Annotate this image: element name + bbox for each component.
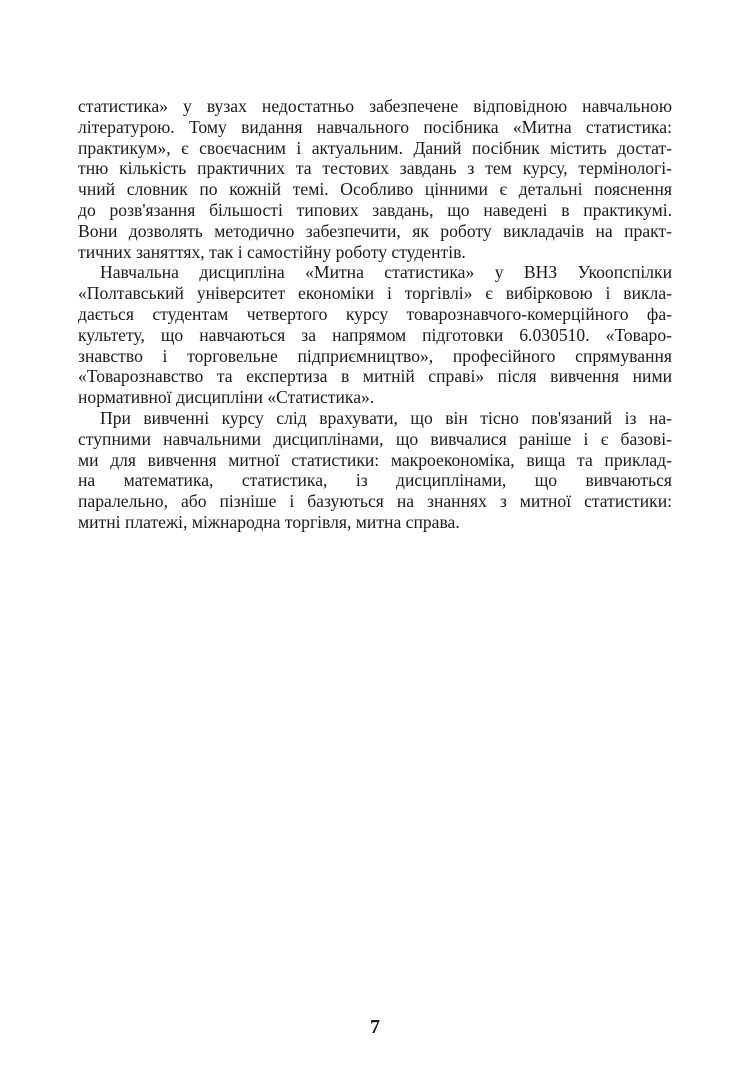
text-line: чний словник по кожній темі. Особливо цінними є детальні пояснення bbox=[78, 179, 672, 200]
text-line: Вони дозволять методично забезпечити, як роботу викладачів на практ- bbox=[78, 220, 672, 241]
text-line: тичних заняттях, так і самостійну роботу студентів. bbox=[78, 241, 466, 262]
text-line: тню кількість практичних та тестових завдань з тем курсу, термінологі- bbox=[78, 158, 672, 179]
text-line: статистика» у вузах недостатньо забезпечене відповідною навчальною bbox=[78, 96, 672, 116]
text-line: «Полтавський університет економіки і торгівлі» є вибірковою і викла- bbox=[78, 283, 672, 304]
text-line: до розв'язання більшості типових завдань, що наведені в практикумі. bbox=[78, 199, 672, 220]
text-line: на математика, статистика, із дисциплінами, що вивчаються bbox=[78, 470, 672, 491]
text-line: При вивченні курсу слід врахувати, що він тісно пов'язаний із на- bbox=[100, 407, 672, 428]
text-line: паралельно, або пізніше і базуються на знаннях з митної статистики: bbox=[78, 491, 672, 512]
text-line: митні платежі, міжнародна торгівля, митна справа. bbox=[78, 511, 460, 532]
paragraph-3 bbox=[78, 408, 672, 533]
text-line: дається студентам четвертого курсу товарознавчого-комерційного фа- bbox=[78, 303, 672, 324]
text-line: практикум», є своєчасним і актуальним. Даний посібник містить достат- bbox=[78, 137, 672, 158]
paragraph-2 bbox=[78, 262, 672, 408]
page-number: 7 bbox=[370, 1016, 380, 1038]
text-line: Навчальна дисципліна «Митна статистика» у ВНЗ Укоопспілки bbox=[100, 262, 672, 283]
text-line: знавство і торговельне підприємництво», професійного спрямування bbox=[78, 345, 672, 366]
text-line: ми для вивчення митної статистики: макроекономіка, вища та приклад- bbox=[78, 449, 672, 470]
text-line: літературою. Тому видання навчального посібника «Митна статистика: bbox=[78, 116, 672, 137]
text-line: ступними навчальними дисциплінами, що вивчалися раніше і є базові- bbox=[78, 428, 672, 449]
text-line: нормативної дисципліни «Статистика». bbox=[78, 387, 375, 408]
paragraph-1 bbox=[78, 96, 672, 262]
text-line: «Товарознавство та експертиза в митній справі» після вивчення ними bbox=[78, 366, 672, 387]
body-text bbox=[78, 96, 672, 533]
text-line: культету, що навчаються за напрямом підготовки 6.030510. «Товаро- bbox=[78, 324, 672, 345]
